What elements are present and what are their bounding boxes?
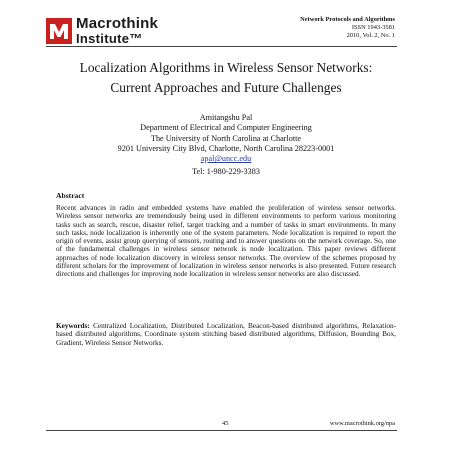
abstract-heading: Abstract — [56, 191, 85, 200]
journal-volume: 2010, Vol. 2, No. 1 — [346, 32, 395, 39]
author-university: The University of North Carolina at Charlotte — [150, 133, 302, 143]
author-department: Department of Electrical and Computer Engineering — [140, 123, 312, 133]
header-divider — [46, 46, 397, 47]
logo-wordmark — [76, 16, 158, 46]
keywords-paragraph — [56, 322, 396, 347]
paper-title — [30, 58, 422, 98]
author-email-link[interactable]: apal@uncc.edu — [200, 154, 252, 164]
journal-name: Network Protocols and Algorithms — [300, 16, 395, 23]
author-name: Amitangshu Pal — [199, 113, 253, 122]
journal-issn: ISSN 1943-3581 — [351, 24, 395, 31]
title-line-1: Localization Algorithms in Wireless Sensor Networks: — [79, 60, 373, 75]
journal-info — [300, 16, 395, 40]
footer-url[interactable]: www.macrothink.org/npa — [329, 420, 395, 427]
author-block — [30, 113, 422, 178]
footer-divider — [46, 430, 397, 431]
page-number: 45 — [222, 420, 229, 427]
author-telephone: Tel: 1-980-229-3383 — [192, 167, 260, 177]
logo-line-2: Institute™ — [76, 31, 143, 46]
publisher-logo — [46, 16, 196, 48]
title-line-2: Current Approaches and Future Challenges — [110, 80, 342, 95]
keywords-label: Keywords: — [56, 322, 90, 330]
logo-line-1: Macrothink — [76, 15, 159, 32]
logo-mark-icon — [46, 18, 72, 44]
keywords-text: Centralized Localization, Distributed Localization, Beacon-based distributed algorithms, Relaxation-based distributed algorithms, Coordinate system stitching based distributed algorithms, Diffusion, Bounding Box, Gradient, Wireless Sensor Networks. — [56, 322, 396, 347]
abstract-body: Recent advances in radio and embedded systems have enabled the proliferation of wireless sensor networks. Wireless sensor networks are tremendously being used in different environments to perform various monitoring tasks such as search, rescue, disaster relief, target tracking and a number of tasks in smart environments. In many such tasks, node localization is inherently one of the system parameters. Node localization is required to report the origin of events, assist group querying of sensors, routing and to answer questions on the network coverage. So, one of the fundamental challenges in wireless sensor network is node localization. This paper reviews different approaches of node localization discovery in wireless sensor networks. The overview of the schemes proposed by different scholars for the improvement of localization in wireless sensor networks is also presented. Future research directions and challenges for improving node localization in wireless sensor networks are also discussed. — [56, 204, 396, 279]
author-address: 9201 University City Blvd, Charlotte, North Carolina 28223-0001 — [117, 143, 335, 153]
